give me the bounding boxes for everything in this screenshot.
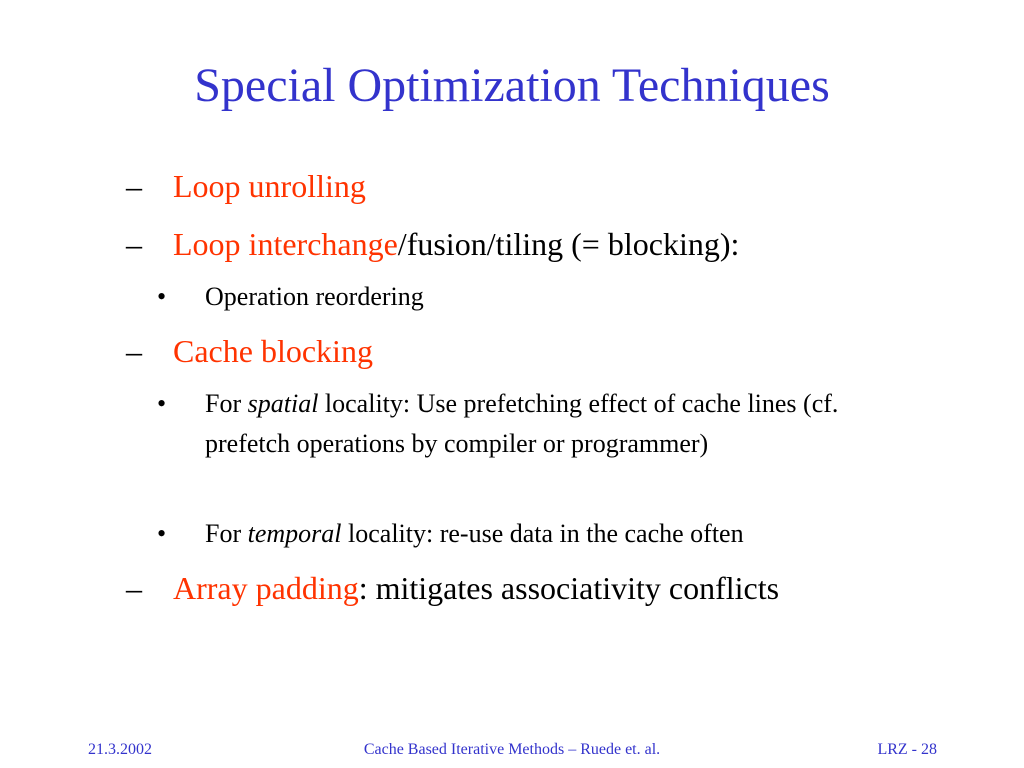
- topic-highlight: Loop interchange: [173, 226, 398, 262]
- topic-highlight: Cache blocking: [173, 333, 373, 369]
- bullet-marker: •: [157, 282, 167, 311]
- subpoint-prefix: For: [205, 389, 248, 418]
- slide-title: Special Optimization Techniques: [194, 59, 830, 112]
- topic-highlight: Loop unrolling: [173, 168, 366, 204]
- footer-page-number: LRZ - 28: [877, 741, 937, 758]
- subpoint-text: [205, 384, 925, 464]
- subpoint-emphasis: spatial: [247, 389, 319, 418]
- topic-text: [173, 166, 366, 206]
- subpoint-suffix: locality: re-use data in the cache often: [341, 519, 744, 548]
- dash-marker: –: [126, 226, 142, 262]
- footer-title: Cache Based Iterative Methods – Ruede et. al.: [363, 741, 661, 758]
- topic-text: [173, 568, 779, 608]
- subpoint-suffix: locality: Use prefetching effect of cache lines (cf. prefetch operations by compiler or programmer): [205, 389, 839, 458]
- footer-date: 21.3.2002: [88, 741, 152, 758]
- topic-text: [173, 224, 739, 264]
- topic-rest: /fusion/tiling (= blocking):: [397, 226, 740, 262]
- dash-marker: –: [126, 333, 142, 369]
- topic-text: [173, 331, 373, 371]
- topic-highlight: Array padding: [173, 570, 359, 606]
- subpoint-prefix: For: [205, 519, 248, 548]
- dash-marker: –: [126, 570, 142, 606]
- subpoint-text: Operation reordering: [205, 282, 424, 311]
- subpoint-emphasis: temporal: [247, 519, 342, 548]
- dash-marker: –: [126, 168, 142, 204]
- bullet-marker: •: [157, 389, 167, 418]
- bullet-marker: •: [157, 519, 167, 548]
- topic-rest: : mitigates associativity conflicts: [358, 570, 780, 606]
- subpoint-text: [205, 514, 925, 554]
